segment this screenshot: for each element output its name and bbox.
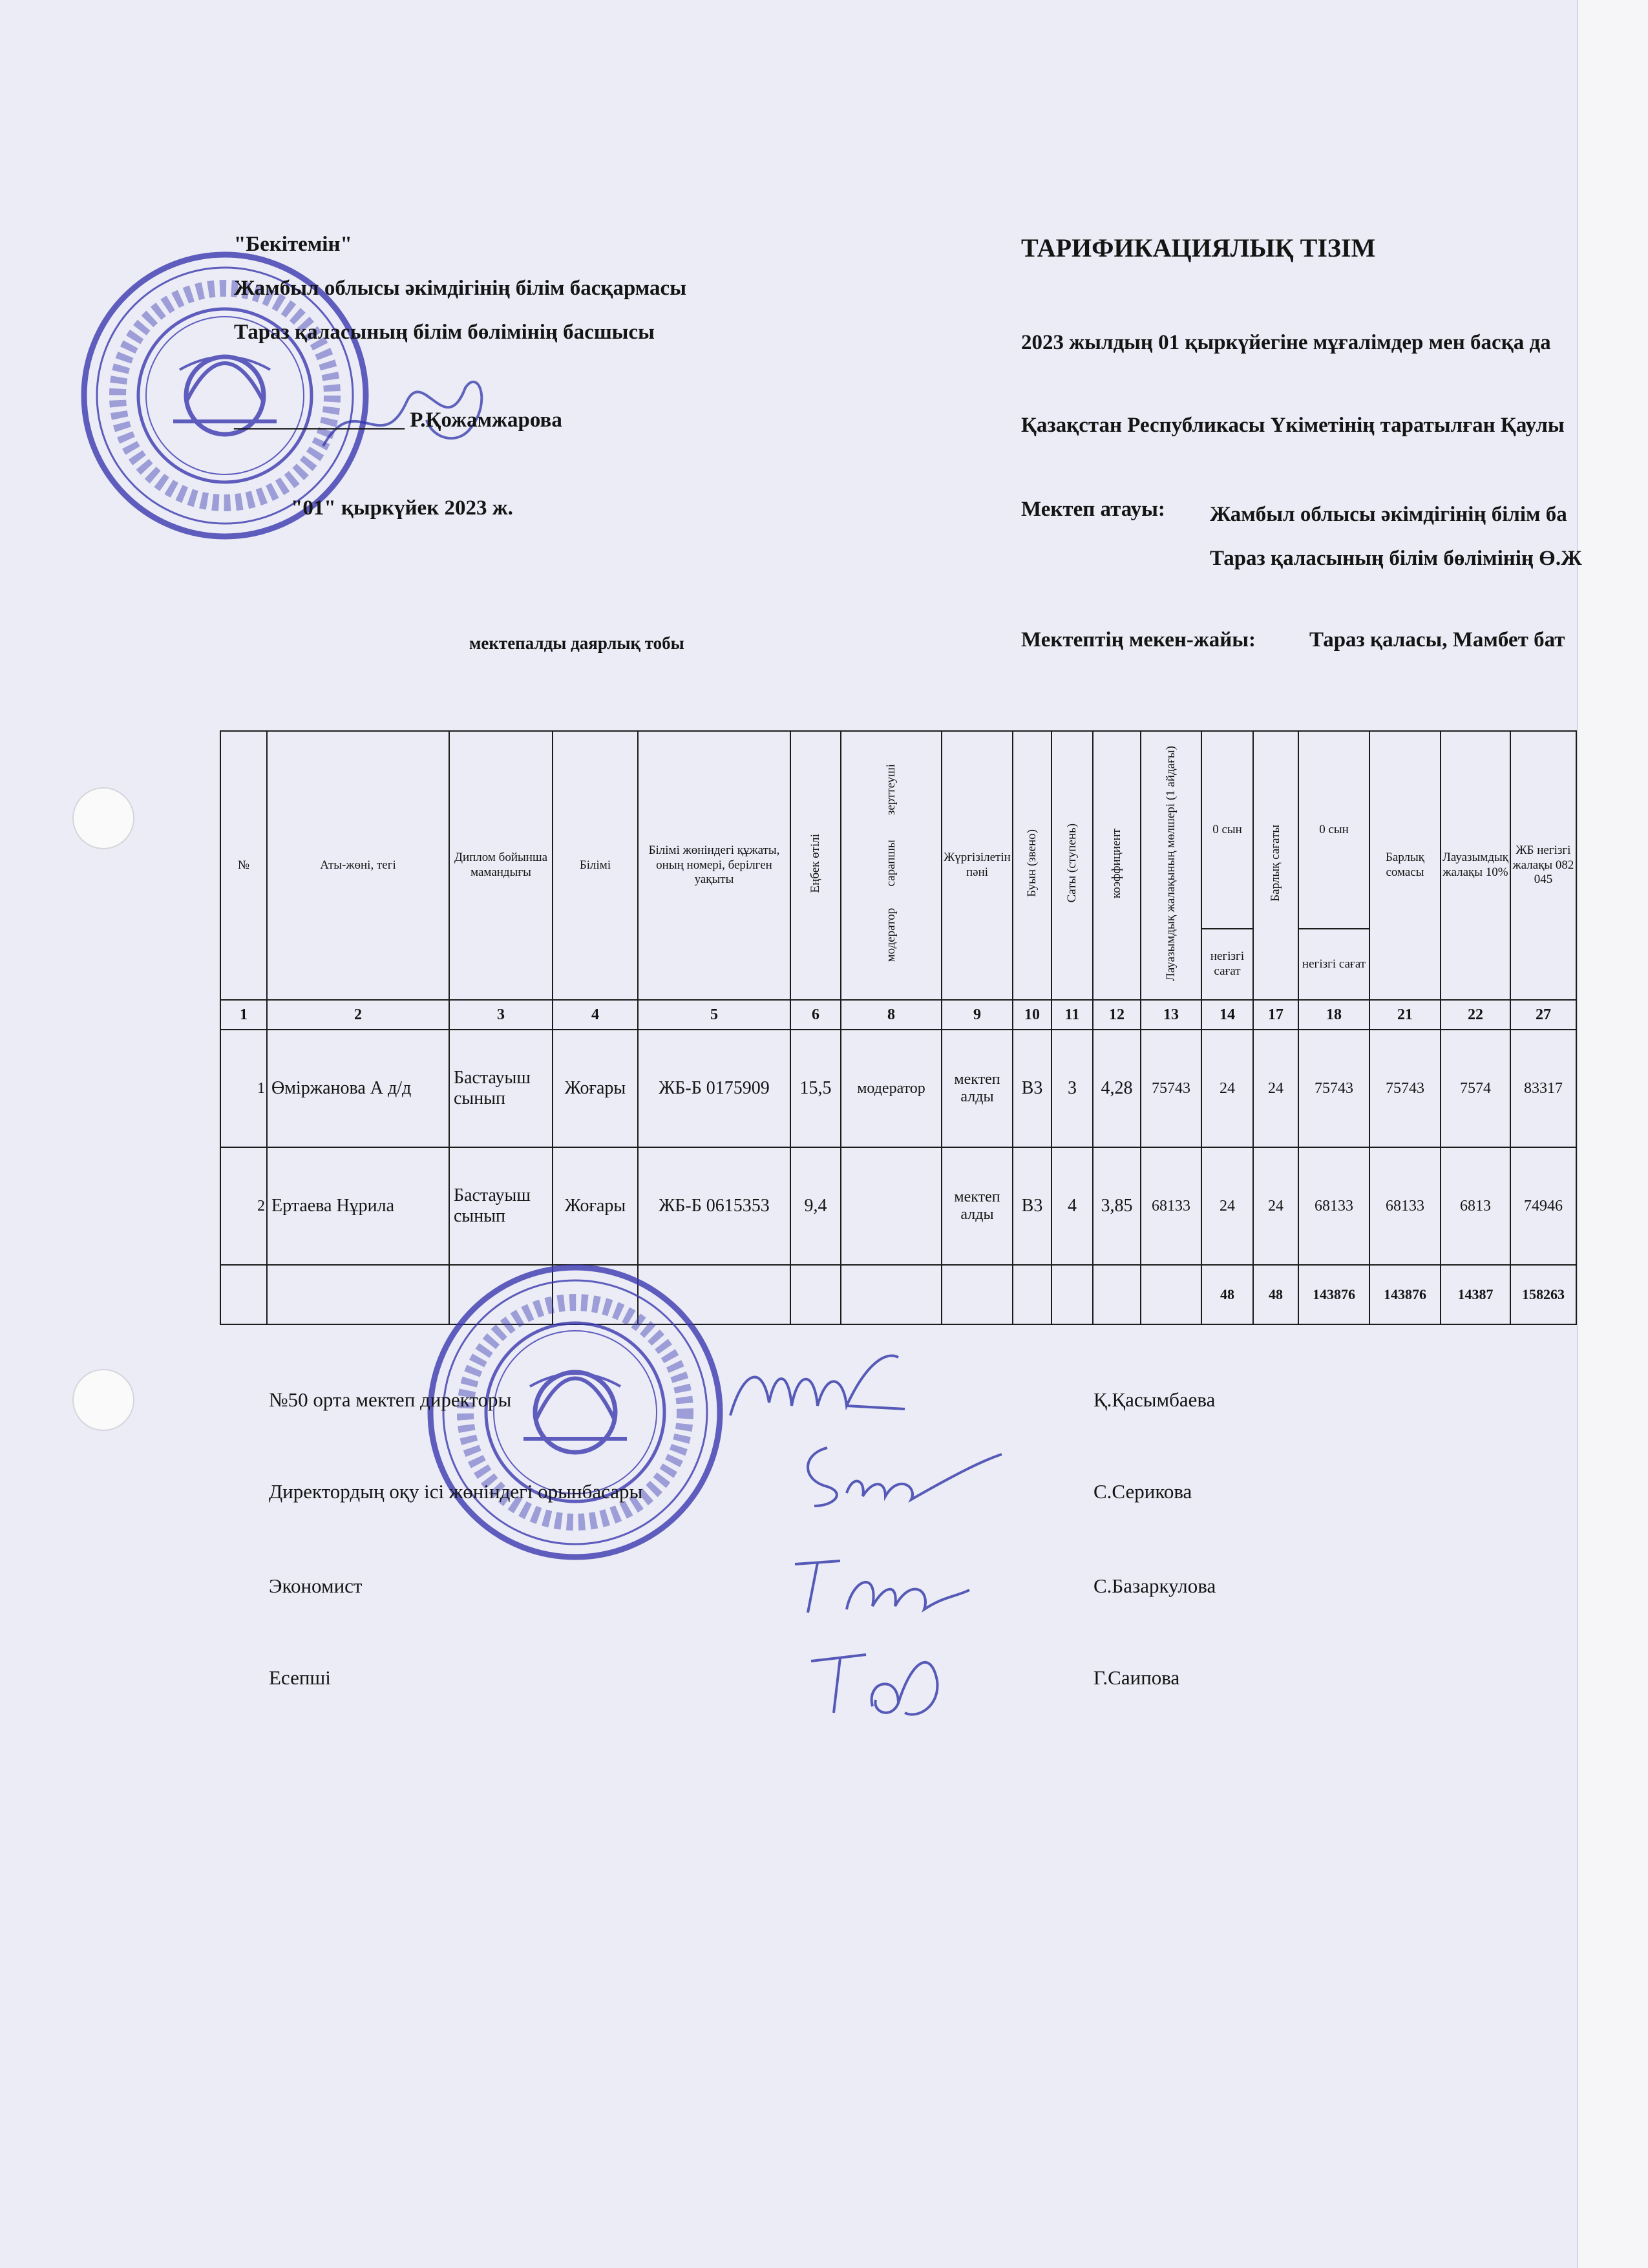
cell-total-hours: 24 bbox=[1253, 1147, 1298, 1265]
total-empty-cell bbox=[841, 1265, 942, 1324]
cell-doc: ЖБ-Б 0615353 bbox=[638, 1147, 790, 1265]
column-number: 13 bbox=[1141, 1000, 1201, 1030]
column-number: 11 bbox=[1051, 1000, 1093, 1030]
total-empty-cell bbox=[942, 1265, 1013, 1324]
column-number: 27 bbox=[1510, 1000, 1576, 1030]
signature-label-economist: Экономист bbox=[269, 1574, 363, 1597]
total-empty-cell bbox=[1093, 1265, 1141, 1324]
total-base-salary: 158263 bbox=[1510, 1265, 1576, 1324]
signature-name-accountant: Г.Саипова bbox=[1093, 1666, 1180, 1689]
total-position-pay: 14387 bbox=[1441, 1265, 1510, 1324]
cell-coef: 4,28 bbox=[1093, 1030, 1141, 1147]
approval-heading: "Бекітемін" bbox=[234, 233, 352, 256]
column-number: 4 bbox=[553, 1000, 638, 1030]
total-sum0: 143876 bbox=[1298, 1265, 1369, 1324]
cell-total-sum: 75743 bbox=[1369, 1030, 1441, 1147]
header-total-sum: Барлық сомасы bbox=[1369, 731, 1441, 1000]
signature-label-director: №50 орта мектеп директоры bbox=[269, 1388, 512, 1411]
cell-doc: ЖБ-Б 0175909 bbox=[638, 1030, 790, 1147]
column-number: 12 bbox=[1093, 1000, 1141, 1030]
header-doc: Білімі жөніндегі құжаты, оның номері, берілген уақыты bbox=[638, 731, 790, 1000]
table-row bbox=[220, 1147, 1576, 1265]
school-label: Мектеп атауы: bbox=[1021, 498, 1165, 521]
cell-name: Ертаева Нұрила bbox=[267, 1147, 449, 1265]
header-category: модератор сарапшы зерттеуші bbox=[841, 731, 942, 1000]
document-title: ТАРИФИКАЦИЯЛЫҚ ТІЗІМ bbox=[1021, 233, 1376, 262]
address-value: Тараз қаласы, Мамбет бат bbox=[1309, 628, 1565, 652]
cell-experience: 15,5 bbox=[790, 1030, 841, 1147]
column-number: 14 bbox=[1201, 1000, 1253, 1030]
signature-name-director: Қ.Қасымбаева bbox=[1093, 1388, 1216, 1411]
column-number: 2 bbox=[267, 1000, 449, 1030]
cell-category: модератор bbox=[841, 1030, 942, 1147]
total-empty-cell bbox=[1141, 1265, 1201, 1324]
approval-line-1: Жамбыл облысы әкімдігінің білім басқармасы bbox=[234, 277, 686, 300]
punch-hole-top bbox=[72, 787, 134, 849]
cell-no: 2 bbox=[220, 1147, 267, 1265]
signature-scribble-director bbox=[717, 1344, 911, 1441]
cell-education: Жоғары bbox=[553, 1030, 638, 1147]
header-diploma: Диплом бойынша мамандығы bbox=[449, 731, 553, 1000]
column-number: 18 bbox=[1298, 1000, 1369, 1030]
cell-position-pay: 6813 bbox=[1441, 1147, 1510, 1265]
cell-experience: 9,4 bbox=[790, 1147, 841, 1265]
cell-subject: мектеп алды bbox=[942, 1030, 1013, 1147]
signature-scribble-economist bbox=[782, 1551, 976, 1622]
column-number: 8 bbox=[841, 1000, 942, 1030]
total-total-sum: 143876 bbox=[1369, 1265, 1441, 1324]
header-class0-a: 0 сын bbox=[1201, 731, 1253, 929]
header-base-hours-a: негізгі сағат bbox=[1201, 929, 1253, 1000]
header-grade: Саты (ступень) bbox=[1051, 731, 1093, 1000]
tarification-table bbox=[220, 730, 1577, 1325]
cell-level: В3 bbox=[1013, 1030, 1051, 1147]
header-name: Аты-жөні, тегі bbox=[267, 731, 449, 1000]
column-number: 9 bbox=[942, 1000, 1013, 1030]
column-number: 1 bbox=[220, 1000, 267, 1030]
header-base-salary: ЖБ негізгі жалақы 082 045 bbox=[1510, 731, 1576, 1000]
punch-hole-bottom bbox=[72, 1369, 134, 1431]
cell-sum0: 68133 bbox=[1298, 1147, 1369, 1265]
approval-signature-line: ________________ Р.Қожамжарова bbox=[234, 408, 562, 432]
cell-no: 1 bbox=[220, 1030, 267, 1147]
school-value-1: Жамбыл облысы әкімдігінің білім ба bbox=[1210, 503, 1567, 526]
cell-name: Өміржанова А д/д bbox=[267, 1030, 449, 1147]
official-stamp-2 bbox=[423, 1260, 727, 1564]
cell-salary: 68133 bbox=[1141, 1147, 1201, 1265]
cell-total-sum: 68133 bbox=[1369, 1147, 1441, 1265]
group-name: мектепалды даярлық тобы bbox=[469, 633, 684, 653]
column-number: 22 bbox=[1441, 1000, 1510, 1030]
header-salary: Лауазымдық жалақының мөлшері (1 айдағы) bbox=[1141, 731, 1201, 1000]
header-position-pay: Лауазымдық жалақы 10% bbox=[1441, 731, 1510, 1000]
approval-date: "01" қыркүйек 2023 ж. bbox=[291, 496, 513, 520]
column-number: 21 bbox=[1369, 1000, 1441, 1030]
column-number: 6 bbox=[790, 1000, 841, 1030]
cell-salary: 75743 bbox=[1141, 1030, 1201, 1147]
total-empty-cell bbox=[220, 1265, 267, 1324]
cell-subject: мектеп алды bbox=[942, 1147, 1013, 1265]
total-hours0: 48 bbox=[1201, 1265, 1253, 1324]
page-edge bbox=[1577, 0, 1648, 2268]
header-no: № bbox=[220, 731, 267, 1000]
cell-total-hours: 24 bbox=[1253, 1030, 1298, 1147]
table-row bbox=[220, 1030, 1576, 1147]
column-number: 5 bbox=[638, 1000, 790, 1030]
header-education: Білімі bbox=[553, 731, 638, 1000]
total-total-hours: 48 bbox=[1253, 1265, 1298, 1324]
signature-label-deputy: Директордың оқу ісі жөніндегі орынбасары bbox=[269, 1480, 643, 1503]
signature-name-economist: С.Базаркулова bbox=[1093, 1574, 1216, 1597]
cell-hours0: 24 bbox=[1201, 1030, 1253, 1147]
cell-education: Жоғары bbox=[553, 1147, 638, 1265]
column-number: 17 bbox=[1253, 1000, 1298, 1030]
header-class0-b: 0 сын bbox=[1298, 731, 1369, 929]
title-line-1: 2023 жылдың 01 қыркүйегіне мұғалімдер мен басқа да bbox=[1021, 331, 1551, 354]
signature-scribble-accountant bbox=[801, 1642, 963, 1732]
total-empty-cell bbox=[1051, 1265, 1093, 1324]
header-subject: Жүргізілетін пәні bbox=[942, 731, 1013, 1000]
cell-base-salary: 74946 bbox=[1510, 1147, 1576, 1265]
column-number: 10 bbox=[1013, 1000, 1051, 1030]
column-number-row bbox=[220, 1000, 1576, 1030]
cell-coef: 3,85 bbox=[1093, 1147, 1141, 1265]
header-coef: коэффициент bbox=[1093, 731, 1141, 1000]
cell-level: В3 bbox=[1013, 1147, 1051, 1265]
total-empty-cell bbox=[267, 1265, 449, 1324]
cell-grade: 3 bbox=[1051, 1030, 1093, 1147]
signature-scribble-deputy bbox=[788, 1435, 1008, 1519]
signature-name-deputy: С.Серикова bbox=[1093, 1480, 1192, 1503]
cell-hours0: 24 bbox=[1201, 1147, 1253, 1265]
school-value-2: Тараз қаласының білім бөлімінің Ө.Ж bbox=[1210, 547, 1582, 570]
total-empty-cell bbox=[1013, 1265, 1051, 1324]
column-number: 3 bbox=[449, 1000, 553, 1030]
cell-diploma: Бастауыш сынып bbox=[449, 1030, 553, 1147]
cell-category bbox=[841, 1147, 942, 1265]
address-label: Мектептің мекен-жайы: bbox=[1021, 628, 1256, 652]
cell-base-salary: 83317 bbox=[1510, 1030, 1576, 1147]
signature-label-accountant: Есепші bbox=[269, 1666, 331, 1689]
cell-diploma: Бастауыш сынып bbox=[449, 1147, 553, 1265]
cell-sum0: 75743 bbox=[1298, 1030, 1369, 1147]
approval-line-2: Тараз қаласының білім бөлімінің басшысы bbox=[234, 321, 655, 344]
cell-grade: 4 bbox=[1051, 1147, 1093, 1265]
header-experience: Еңбек өтілі bbox=[790, 731, 841, 1000]
title-line-2: Қазақстан Республикасы Үкіметінің таратылған Қаулы bbox=[1021, 414, 1565, 437]
header-total-hours: Барлық сағаты bbox=[1253, 731, 1298, 1000]
header-level: Буын (звено) bbox=[1013, 731, 1051, 1000]
total-empty-cell bbox=[790, 1265, 841, 1324]
header-base-hours-b: негізгі сағат bbox=[1298, 929, 1369, 1000]
cell-position-pay: 7574 bbox=[1441, 1030, 1510, 1147]
